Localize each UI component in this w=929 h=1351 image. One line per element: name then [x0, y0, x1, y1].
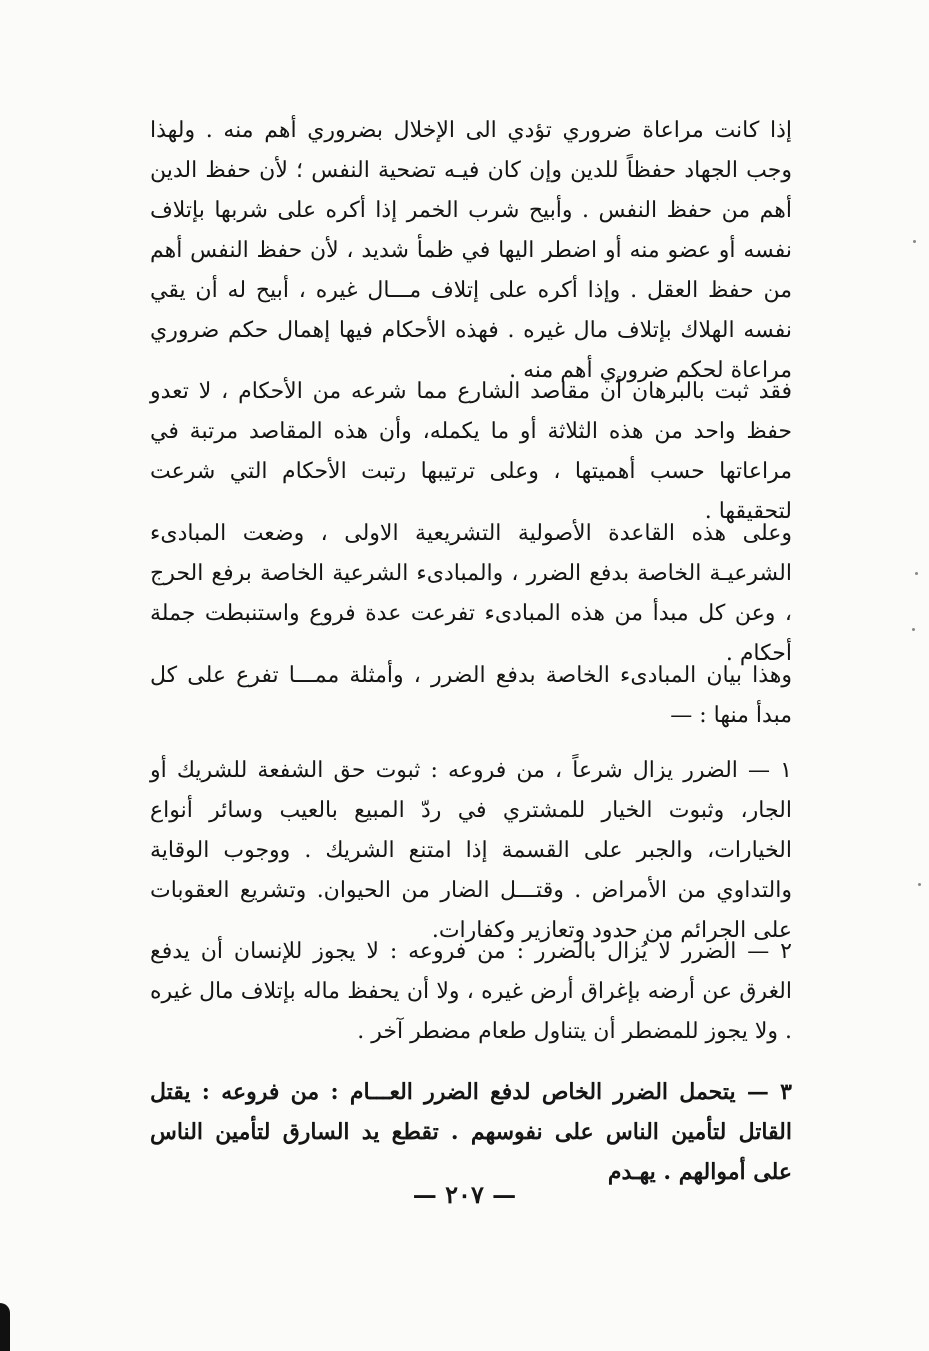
paragraph-objectives-proven: فقد ثبت بالبرهان أن مقاصد الشارع مما شرعه من الأحكام ، لا تعدو حفظ واحد من هذه الثلاثة أو ما يكمله، وأن هذه المقاصد مرتبة في مراعاتها حسب أهميتها ، وعلى ترتيبها رتبت الأحكام التي شرعت لتحقيقها . [150, 379, 792, 524]
paragraph-necessity-priority: إذا كانت مراعاة ضروري تؤدي الى الإخلال بضروري أهم منه . ولهذا وجب الجهاد حفظاً للدين وإن كان فيـه تضحية النفس ؛ لأن حفظ الدين أهم من حفظ النفس . وأبيح شرب الخمر إذا أكره على شربها بإتلاف نفسه أو عضو منه أو اضطر اليها في ظمأ شديد ، لأن حفظ النفس أهم من حفظ العقل . وإذا أكره على إتلاف مـــال غيره ، أبيح له أن يقي نفسه الهلاك بإتلاف مال غيره . فهذه الأحكام فيها إهمال حكم ضروري مراعاة لحكم ضروري أهم منه . [150, 118, 792, 383]
scan-speck [915, 572, 918, 575]
paragraph-first-rule: وعلى هذه القاعدة الأصولية التشريعية الاولى ، وضعت المبادىء الشرعيـة الخاصة بدفع الضرر ، والمبادىء الشرعية الخاصة برفع الحرج ، وعن كل مبدأ من هذه المبادىء تفرعت عدة فروع واستنبطت جملة أحكام . [150, 521, 792, 666]
scan-speck [912, 628, 915, 631]
scan-edge-shadow [0, 1303, 10, 1351]
paragraph-harm-principles-intro: وهذا بيان المبادىء الخاصة بدفع الضرر ، وأمثلة ممـــا تفرع على كل مبدأ منها : — [150, 663, 792, 728]
scan-speck [913, 240, 916, 243]
scan-speck [918, 883, 921, 886]
principle-2-harm-not-removed-by-harm: ٢ — الضرر لا يُزال بالضرر : من فروعه : لا يجوز للإنسان أن يدفع الغرق عن أرضه بإغراق أرض غيره ، ولا أن يحفظ ماله بإتلاف مال غيره . ولا يجوز للمضطر أن يتناول طعام مضطر آخر . [150, 939, 792, 1044]
principle-1-harm-removed: ١ — الضرر يزال شرعاً ، من فروعه : ثبوت حق الشفعة للشريك أو الجار، وثبوت الخيار للمشتري في ردّ المبيع بالعيب وسائر أنواع الخيارات، والجبر على القسمة إذا امتنع الشريك . ووجوب الوقاية والتداوي من الأمراض . وقتـــل الضار من الحيوان. وتشريع العقوبات على الجرائم من حدود وتعازير وكفارات. [150, 758, 792, 943]
page-number: — ٢٠٧ — [412, 1180, 517, 1209]
principle-3-private-harm-for-public: ٣ — يتحمل الضرر الخاص لدفع الضرر العـــام : من فروعه : يقتل القاتل لتأمين الناس على نفوسهم . تقطع يد السارق لتأمين الناس على أموالهم . يهـدم [150, 1079, 792, 1185]
